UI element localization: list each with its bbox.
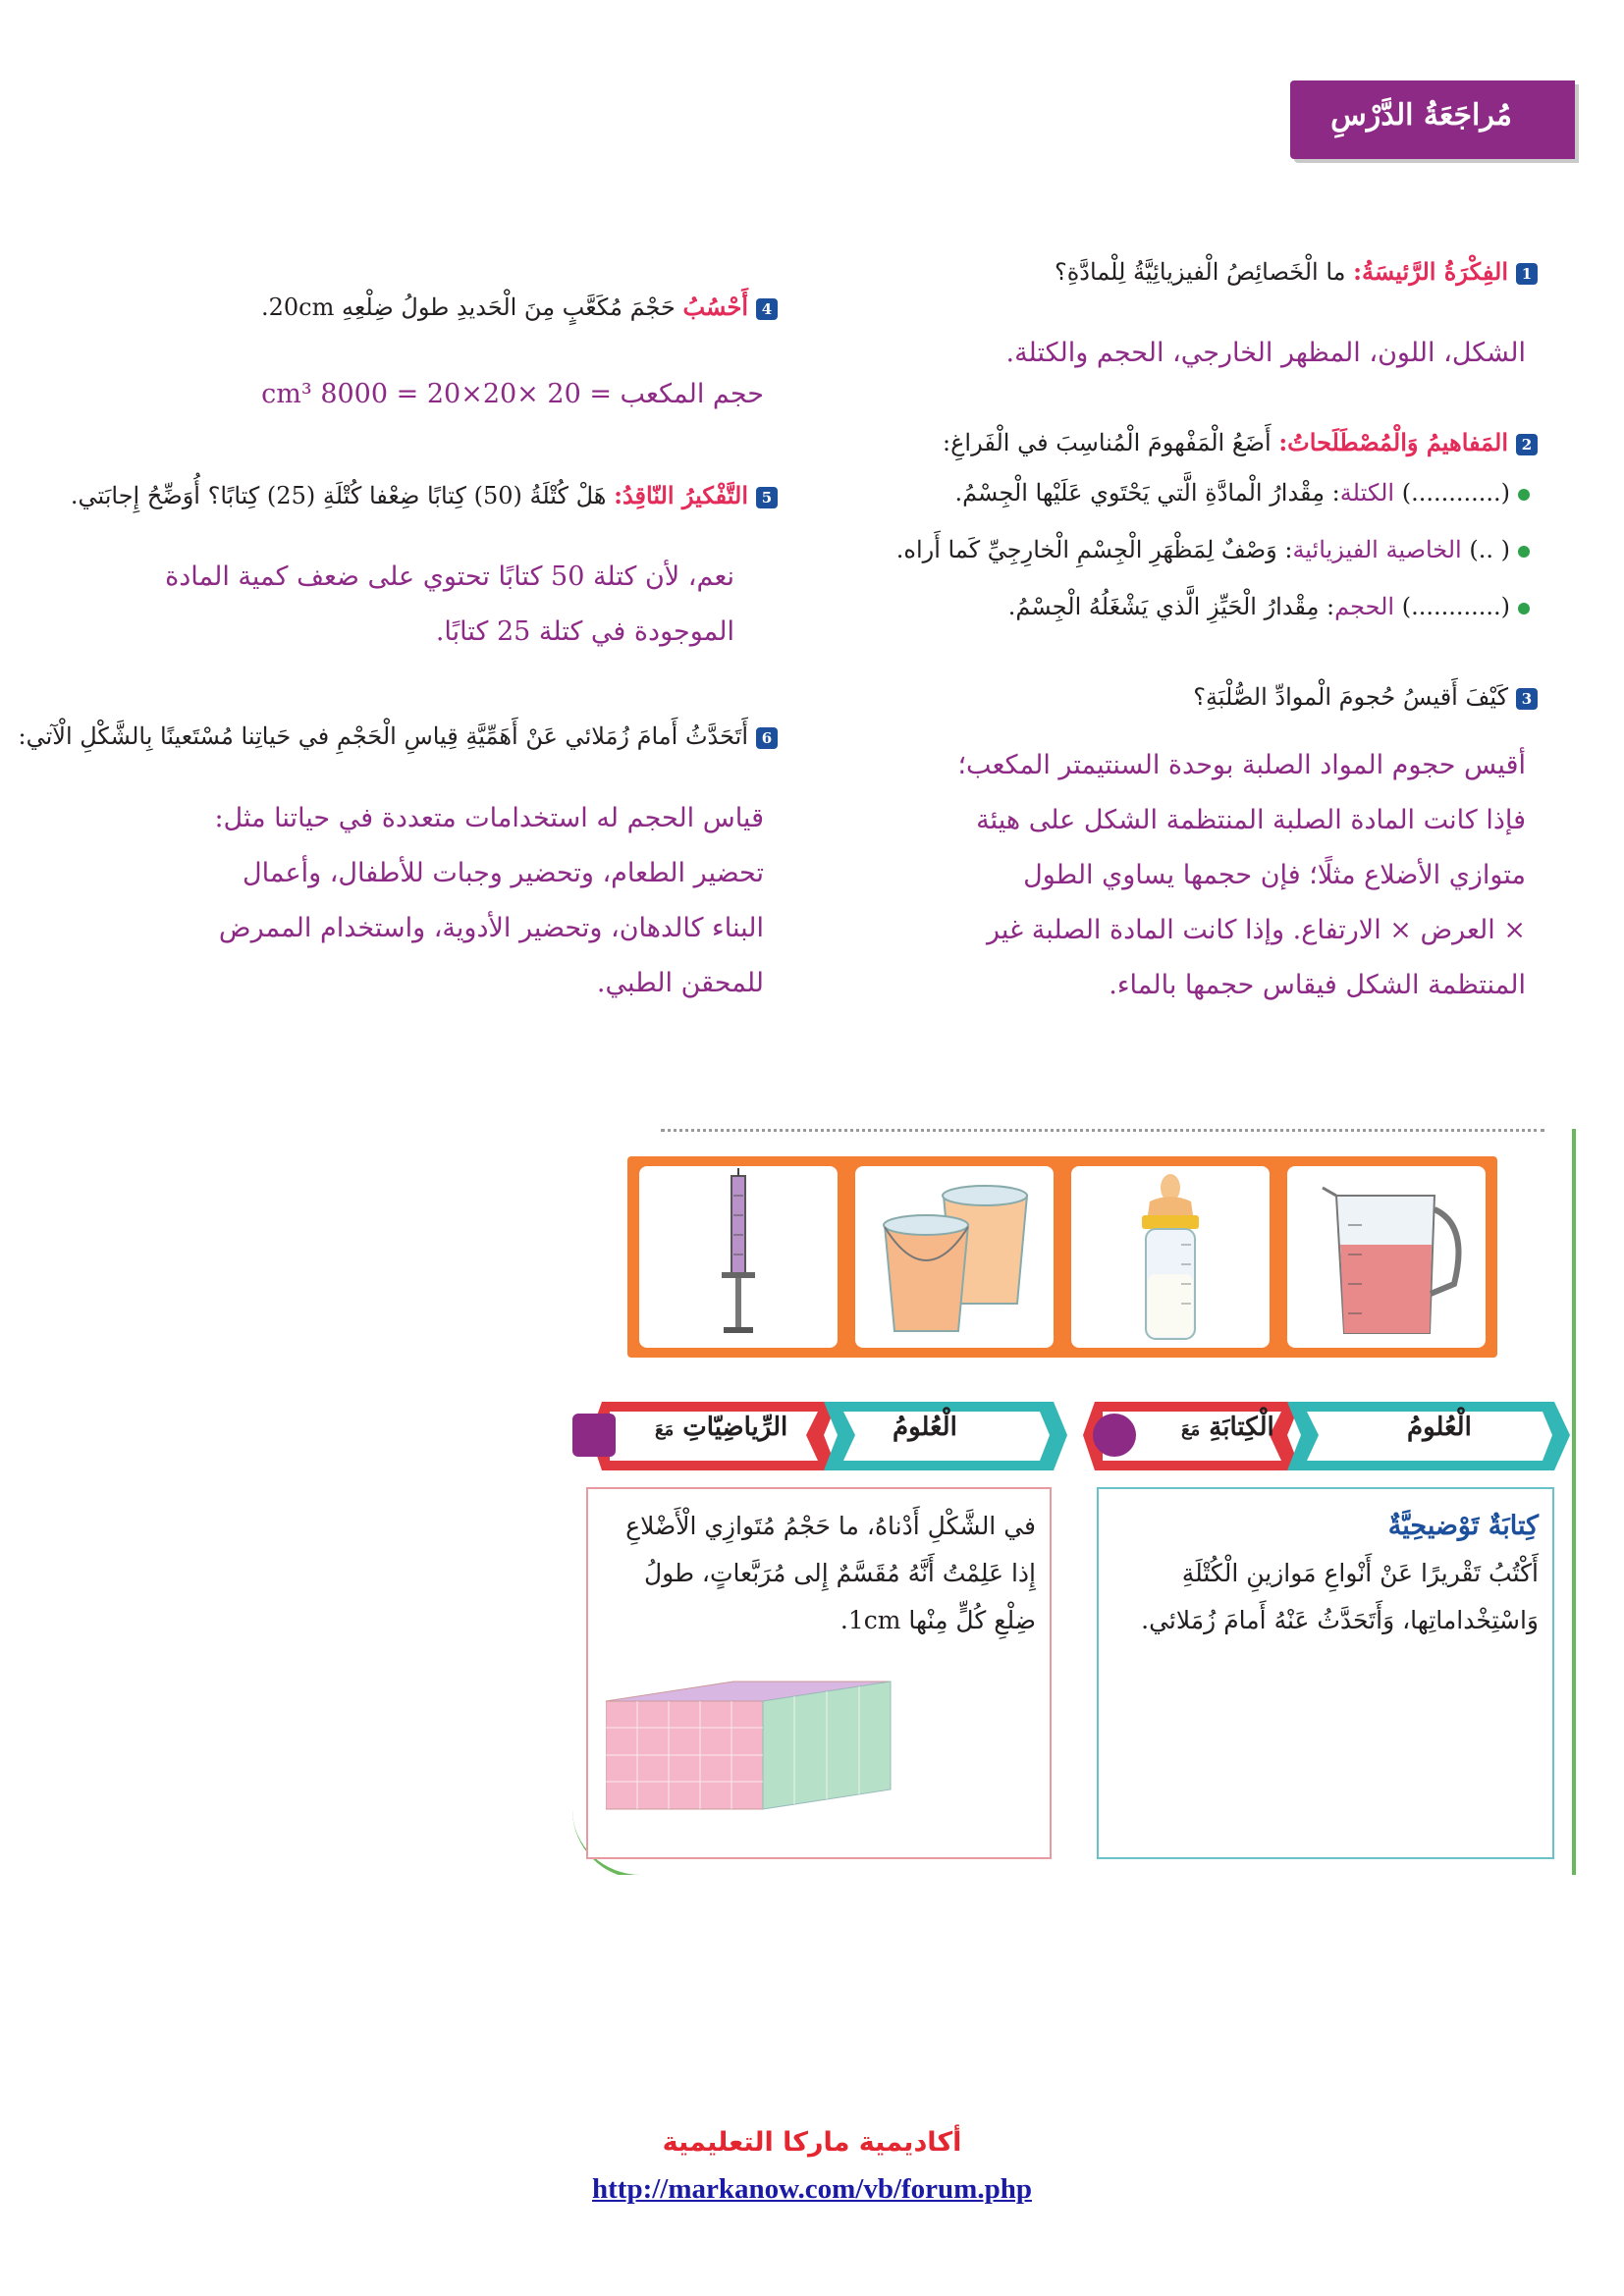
filled-answer: الكتلة [1339,479,1395,507]
text-line: أَكْتُبُ تَقْريرًا عَنْ أَنْواعِ مَوازينِ الْكُتْلَةِ [1181,1559,1539,1587]
definition: : وَصْفٌ لِمَظْهَرِ الْجِسْمِ الْخارِجِيِّ كَما أَراه. [895,536,1293,563]
question-number: 3 [1516,688,1538,710]
answer-line: نعم، لأن كتلة 50 كتابًا تحتوي على ضعف كمية المادة [165,561,734,592]
blank: (............) [1401,479,1510,507]
answer-line: تحضير الطعام، وتحضير وجبات للأطفال، وأعمال [243,858,764,888]
answer-4: حجم المكعب = 20 ×20×20 = 8000 cm³ [261,379,764,409]
question-number: 5 [756,487,778,508]
bullet-icon [1518,546,1530,558]
measuring-jug-image [1287,1166,1486,1348]
question-text: حَجْمَ مُكَعَّبٍ مِنَ الْحَديدِ طولُ ضِلْعِهِ 20cm. [260,294,676,321]
question-5 [71,481,778,509]
question-text: هَلْ كُتْلَةُ (50) كِتابًا ضِعْفا كُتْلَةِ (25) كِتابًا؟ أُوَضِّحُ إِجابَتي. [70,482,607,509]
footer-link[interactable]: http://markanow.com/vb/forum.php [592,2173,1032,2205]
footer-title: أكاديمية ماركا التعليمية [662,2127,962,2158]
bullet-icon [1518,603,1530,614]
fill-item-2 [896,536,1530,563]
question-label: أَحْسُبُ [682,293,748,321]
answer-line: فإذا كانت المادة الصلبة المنتظمة الشكل على هيئة [976,805,1526,835]
question-text: أَضَعُ الْمَفْهومَ الْمُناسِبَ في الْفَراغِ: [943,429,1272,456]
question-1 [1055,257,1538,286]
answer-line: متوازي الأضلاع مثلًا؛ فإن حجمها يساوي الطول [1023,860,1526,890]
bullet-icon [1518,489,1530,501]
lesson-review-badge [1290,80,1575,159]
text-line: وَاسْتِخْداماتِها، وَأَتَحَدَّثُ عَنْهُ أَمامَ زُمَلائي. [1141,1606,1539,1634]
answer-1: الشكل، اللون، المظهر الخارجي، الحجم والكتلة. [1005,338,1526,368]
tab-writing-label: الْكِتابَةِ مَعَ [1181,1413,1274,1442]
writing-box-text [1107,1503,1539,1644]
question-label: المَفاهيمُ وَالْمُصْطَلَحاتُ: [1278,428,1508,456]
answer-line: أقيس حجوم المواد الصلبة بوحدة السنتيمتر المكعب؛ [957,750,1526,780]
question-2 [943,428,1538,456]
fill-item-1 [954,479,1530,507]
fill-item-3 [1008,593,1530,620]
question-number: 4 [756,298,778,320]
question-number: 1 [1516,263,1538,285]
answer-3 [897,738,1526,1013]
answer-line: للمحقن الطبي. [596,968,764,998]
answer-line: الموجودة في كتلة 25 كتابًا. [435,616,734,647]
question-3 [1193,683,1538,711]
definition: : مِقْدارُ الْحَيِّزِ الَّذي يَشْغَلُهُ الْجِسْمُ. [1007,593,1335,620]
writing-box [1097,1487,1554,1859]
blank: (............) [1401,593,1510,620]
textbook-excerpt [572,1129,1576,1875]
question-number: 6 [756,727,778,749]
lesson-review-title: مُراجَعَةُ الدَّرْسِ [1330,98,1512,133]
tab-math-label: الرِّياضِيّاتِ مَعَ [655,1413,788,1442]
question-text: أَتَحَدَّثُ أَمامَ زُمَلائي عَنْ أَهَمِّيَّةِ قِياسِ الْحَجْمِ في حَياتِنا مُسْتَعينًا بِالشَّكْلِ الْآتي: [18,722,748,750]
question-number: 2 [1516,434,1538,455]
answer-line: البناء كالدهان، وتحضير الأدوية، واستخدام الممرض [218,913,764,943]
paint-buckets-image [855,1166,1054,1348]
question-label: الفِكْرَةُ الرَّئيسَةُ: [1353,257,1508,286]
answer-line: × العرض × الارتفاع. وإذا كانت المادة الصلبة غير [986,915,1526,945]
blank: ( ..) [1469,536,1510,563]
tab-science-label: الْعُلومُ [1407,1413,1472,1442]
math-box [586,1487,1052,1859]
cuboid-figure [606,1672,900,1819]
answer-5 [106,550,734,660]
question-text: ما الْخَصائِصُ الْفيزيائِيَّةُ لِلْمادَّةِ؟ [1054,258,1346,286]
text-line: إِذا عَلِمْتُ أَنَّهُ مُقَسَّمٌ إِلى مُرَبَّعاتٍ، طولُ [644,1559,1036,1587]
answer-line: قياس الحجم له استخدامات متعددة في حياتنا مثل: [214,803,764,833]
answer-line: المنتظمة الشكل فيقاس حجمها بالماء. [1109,970,1526,1000]
writing-box-title: كِتابَةٌ تَوْضيحِيَّةٌ [1387,1511,1539,1541]
cropped-text-line [661,1129,1544,1148]
question-label: التَّفْكيرُ النّاقِدُ: [614,481,748,509]
question-text: كَيْفَ أَقيسُ حُجومَ الْموادِّ الصُّلْبَةِ؟ [1193,683,1508,711]
question-4 [261,293,778,321]
filled-answer: الخاصية الفيزيائية [1292,536,1462,563]
answer-6 [116,791,764,1011]
text-line: في الشَّكْلِ أَدْناهُ، ما حَجْمُ مُتَوازِي الْأَضْلاعِ [625,1512,1036,1540]
question-6 [18,722,778,750]
baby-bottle-image [1071,1166,1270,1348]
text-line: ضِلْعِ كُلٍّ مِنْها 1cm. [839,1606,1036,1634]
definition: : مِقْدارُ الْمادَّةِ الَّتي يَحْتَوي عَلَيْها الْجِسْمُ. [954,479,1340,507]
math-box-text [604,1503,1036,1644]
syringe-image [639,1166,838,1348]
filled-answer: الحجم [1334,593,1395,620]
tab-science-label: الْعُلومُ [893,1413,957,1442]
image-strip [627,1156,1497,1358]
